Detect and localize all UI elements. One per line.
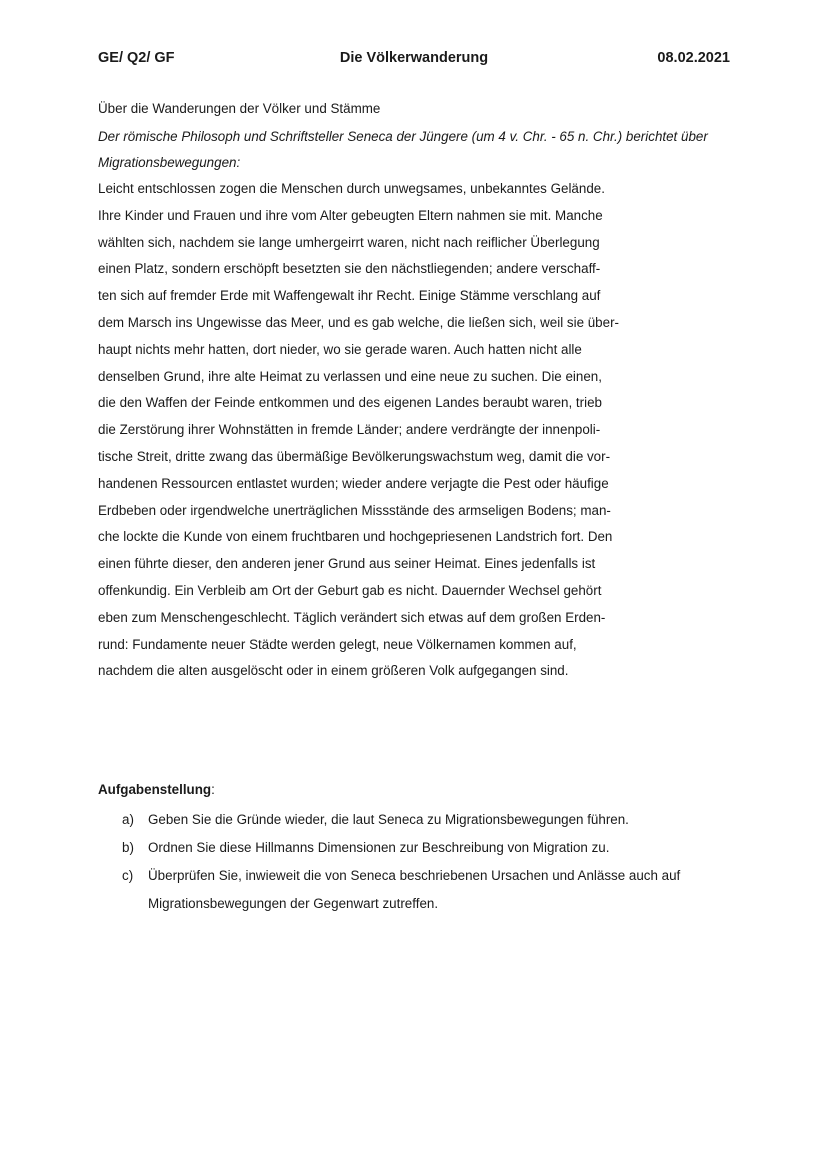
quote-line: einen führte dieser, den anderen jener Grund aus seiner Heimat. Eines jedenfalls ist <box>98 556 596 572</box>
quote-line: nachdem die alten ausgelöscht oder in einem größeren Volk aufgegangen sind. <box>98 663 569 679</box>
quote-line: die den Waffen der Feinde entkommen und des eigenen Landes beraubt waren, trieb <box>98 395 602 411</box>
quote-line: die Zerstörung ihrer Wohnstätten in fremde Länder; andere verdrängte der innenpoli- <box>98 422 601 438</box>
quote-line: einen Platz, sondern erschöpft besetzten sie den nächstliegenden; andere verschaff- <box>98 261 601 277</box>
course-code: GE/ Q2/ GF <box>98 50 175 66</box>
quote-line: wählten sich, nachdem sie lange umhergeirrt waren, nicht nach reiflicher Überlegung <box>98 234 600 250</box>
tasks-section <box>98 780 738 918</box>
tasks-heading <box>98 780 738 800</box>
quote-line: eben zum Menschengeschlecht. Täglich verändert sich etwas auf dem großen Erden- <box>98 609 606 625</box>
page-header <box>98 50 730 72</box>
task-text: Überprüfen Sie, inwieweit die von Seneca beschriebenen Ursachen und Anlässe auch auf Migrationsbewegungen der Gegenwart zutreffen. <box>148 868 681 911</box>
tasks-heading-label: Aufgabenstellung <box>98 782 212 797</box>
task-item <box>98 862 738 918</box>
quote-line: Ihre Kinder und Frauen und ihre vom Alter gebeugten Eltern nahmen sie mit. Manche <box>98 207 603 223</box>
task-text: Geben Sie die Gründe wieder, die laut Seneca zu Migrationsbewegungen führen. <box>148 812 629 827</box>
quote-line: offenkundig. Ein Verbleib am Ort der Geburt gab es nicht. Dauernder Wechsel gehört <box>98 582 602 598</box>
quote-line: tische Streit, dritte zwang das übermäßige Bevölkerungswachstum weg, damit die vor- <box>98 448 611 464</box>
task-marker: b) <box>122 840 134 855</box>
quote-line: Erdbeben oder irgendwelche unerträglichen Missstände des armseligen Bodens; man- <box>98 502 611 518</box>
task-item <box>98 834 738 862</box>
source-intro: Der römische Philosoph und Schriftsteller Seneca der Jüngere (um 4 v. Chr. - 65 n. Chr.) berichtet über Migrationsbewegungen: <box>98 129 708 170</box>
quote-line: che lockte die Kunde von einem fruchtbaren und hochgepriesenen Landstrich fort. Den <box>98 529 613 545</box>
source-quote <box>98 176 738 685</box>
quote-line: denselben Grund, ihre alte Heimat zu verlassen und eine neue zu suchen. Die einen, <box>98 368 602 384</box>
task-text: Ordnen Sie diese Hillmanns Dimensionen zur Beschreibung von Migration zu. <box>148 840 610 855</box>
task-item <box>98 806 738 834</box>
quote-line: ten sich auf fremder Erde mit Waffengewalt ihr Recht. Einige Stämme verschlang auf <box>98 288 601 304</box>
task-marker: c) <box>122 868 134 883</box>
tasks-heading-colon: : <box>211 782 215 797</box>
source-section <box>98 98 738 685</box>
quote-line: dem Marsch ins Ungewisse das Meer, und es gab welche, die ließen sich, weil sie über- <box>98 314 619 330</box>
document-title: Die Völkerwanderung <box>339 50 489 66</box>
task-marker: a) <box>122 812 134 827</box>
section-title: Über die Wanderungen der Völker und Stämme <box>98 101 381 116</box>
quote-line: Leicht entschlossen zogen die Menschen durch unwegsames, unbekanntes Gelände. <box>98 181 605 196</box>
quote-line: haupt nichts mehr hatten, dort nieder, wo sie gerade waren. Auch hatten nicht alle <box>98 341 582 357</box>
quote-line: handenen Ressourcen entlastet wurden; wieder andere verjagte die Pest oder häufige <box>98 475 609 491</box>
document-date: 08.02.2021 <box>657 50 730 66</box>
quote-line: rund: Fundamente neuer Städte werden gelegt, neue Völkernamen kommen auf, <box>98 636 577 652</box>
task-list <box>98 806 738 918</box>
